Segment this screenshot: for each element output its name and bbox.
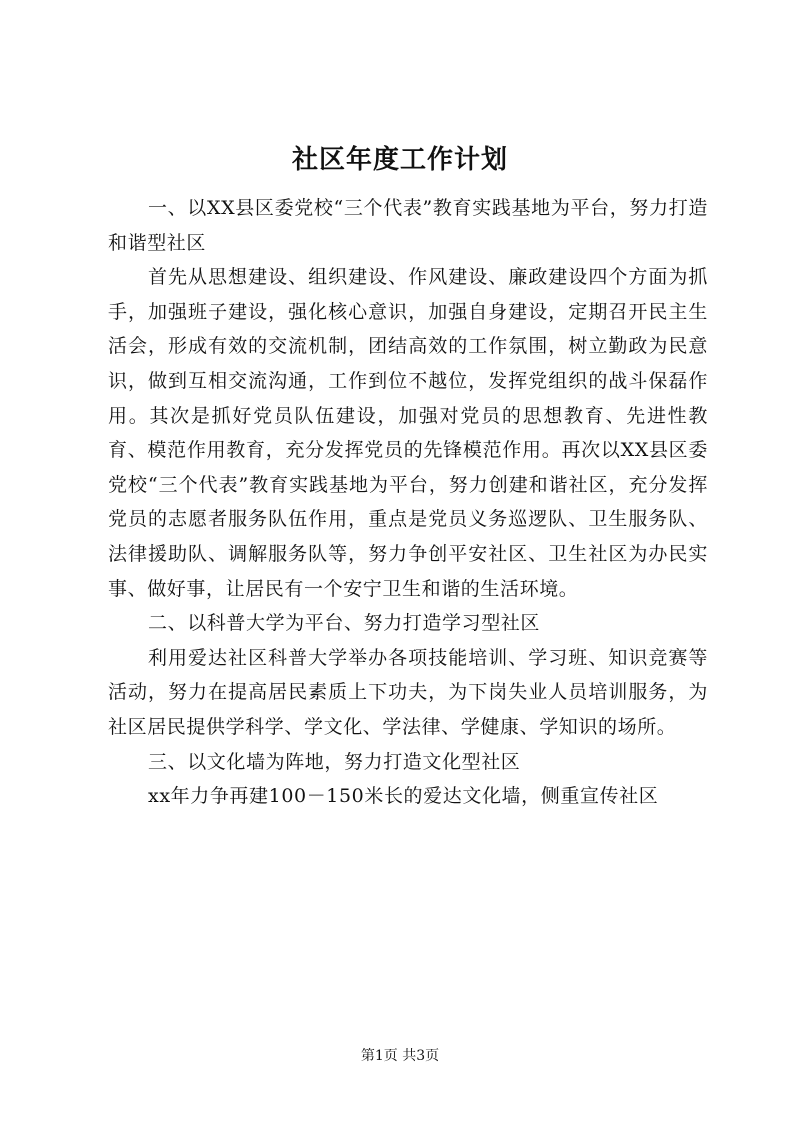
document-title: 社区年度工作计划 [291, 145, 508, 175]
section-heading-2: 二、以科普大学为平台、努力打造学习型社区 [148, 612, 541, 635]
document-body [108, 191, 708, 814]
page-footer: 第1页 共3页 [360, 1048, 440, 1064]
section-heading-3: 三、以文化墙为阵地，努力打造文化型社区 [148, 750, 521, 773]
section-heading-1: 一、以XX县区委党校“三个代表”教育实践基地为平台，努力打造和谐型社区 [108, 197, 708, 254]
body-paragraph-1: 首先从思想建设、组织建设、作风建设、廉政建设四个方面为抓手，加强班子建设，强化核心意识，加强自身建设，定期召开民主生活会，形成有效的交流机制，团结高效的工作氛围，树立勤政为民意识，做到互相交流沟通，工作到位不越位，发挥党组织的战斗保磊作用。其次是抓好党员队伍建设，加强对党员的思想教育、先进性教育、模范作用教育，充分发挥党员的先锋模范作用。再次以XX县区委党校“三个代表”教育实践基地为平台，努力创建和谐社区，充分发挥党员的志愿者服务队伍作用，重点是党员义务巡逻队、卫生服务队、法律援助队、调解服务队等，努力争创平安社区、卫生社区为办民实事、做好事，让居民有一个安宁卫生和谐的生活环境。 [108, 266, 708, 600]
body-paragraph-3: xx年力争再建100－150米长的爱达文化墙，侧重宣传社区 [148, 785, 659, 808]
body-paragraph-2: 利用爱达社区科普大学举办各项技能培训、学习班、知识竞赛等活动，努力在提高居民素质上下功夫，为下岗失业人员培训服务，为社区居民提供学科学、学文化、学法律、学健康、学知识的场所。 [108, 646, 708, 738]
